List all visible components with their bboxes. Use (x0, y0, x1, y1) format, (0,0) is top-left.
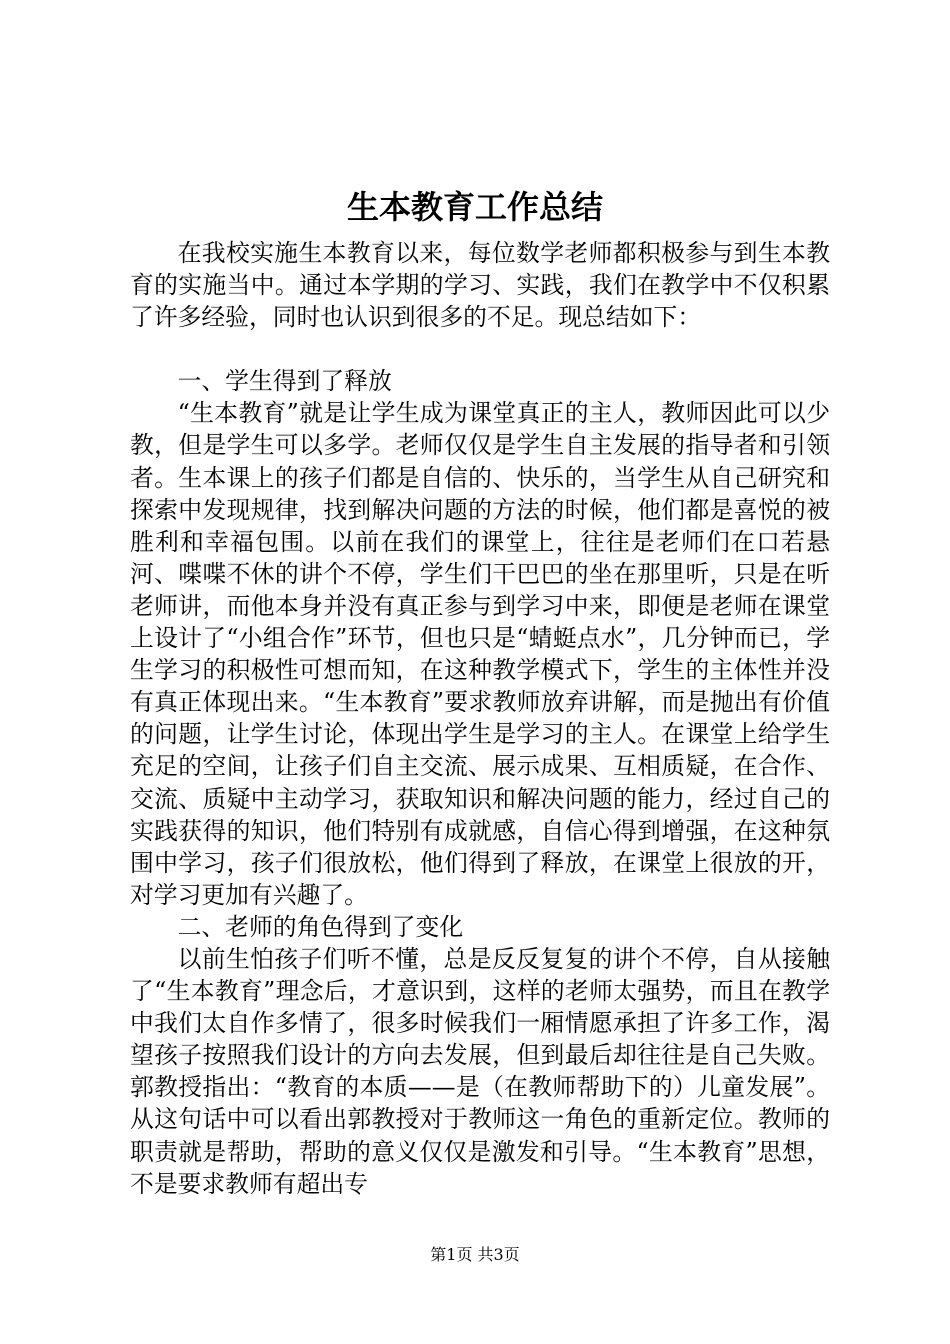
document-title: 生本教育工作总结 (346, 188, 603, 226)
section-heading-1: 一、学生得到了释放 (177, 367, 392, 396)
section-2-paragraph: 以前生怕孩子们听不懂，总是反反复复的讲个不停，自从接触了“生本教育”理念后，才意识到，这样的老师太强势，而且在教学中我们太自作多情了，很多时候我们一厢情愿承担了许多工作，渴望孩子按照我们设计的方向去发展，但到最后却往往是自己失败。郭教授指出：“教育的本质——是（在教师帮助下的）儿童发展”。从这句话中可以看出郭教授对于教师这一角色的重新定位。教师的职责就是帮助，帮助的意义仅仅是激发和引导。“生本教育”思想，不是要求教师有超出专 (130, 944, 830, 1198)
section-heading-2: 二、老师的角色得到了变化 (177, 912, 464, 941)
intro-paragraph: 在我校实施生本教育以来，每位数学老师都积极参与到生本教育的实施当中。通过本学期的学习、实践，我们在教学中不仅积累了许多经验，同时也认识到很多的不足。现总结如下： (130, 239, 830, 332)
document-body (130, 237, 830, 1200)
section-1-paragraph: “生本教育”就是让学生成为课堂真正的主人，教师因此可以少教，但是学生可以多学。老师仅仅是学生自主发展的指导者和引领者。生本课上的孩子们都是自信的、快乐的，当学生从自己研究和探索中发现规律，找到解决问题的方法的时候，他们都是喜悦的被胜利和幸福包围。以前在我们的课堂上，往往是老师们在口若悬河、喋喋不休的讲个不停，学生们干巴巴的坐在那里听，只是在听老师讲，而他本身并没有真正参与到学习中来，即便是老师在课堂上设计了“小组合作”环节，但也只是“蜻蜓点水”，几分钟而已，学生学习的积极性可想而知，在这种教学模式下，学生的主体性并没有真正体现出来。“生本教育”要求教师放弃讲解，而是抛出有价值的问题，让学生讨论，体现出学生是学习的主人。在课堂上给学生充足的空间，让孩子们自主交流、展示成果、互相质疑，在合作、交流、质疑中主动学习，获取知识和解决问题的能力，经过自己的实践获得的知识，他们特别有成就感，自信心得到增强，在这种氛围中学习，孩子们很放松，他们得到了释放，在课堂上很放的开，对学习更加有兴趣了。 (130, 399, 830, 909)
page-number-footer: 第1页 共3页 (430, 1245, 520, 1264)
